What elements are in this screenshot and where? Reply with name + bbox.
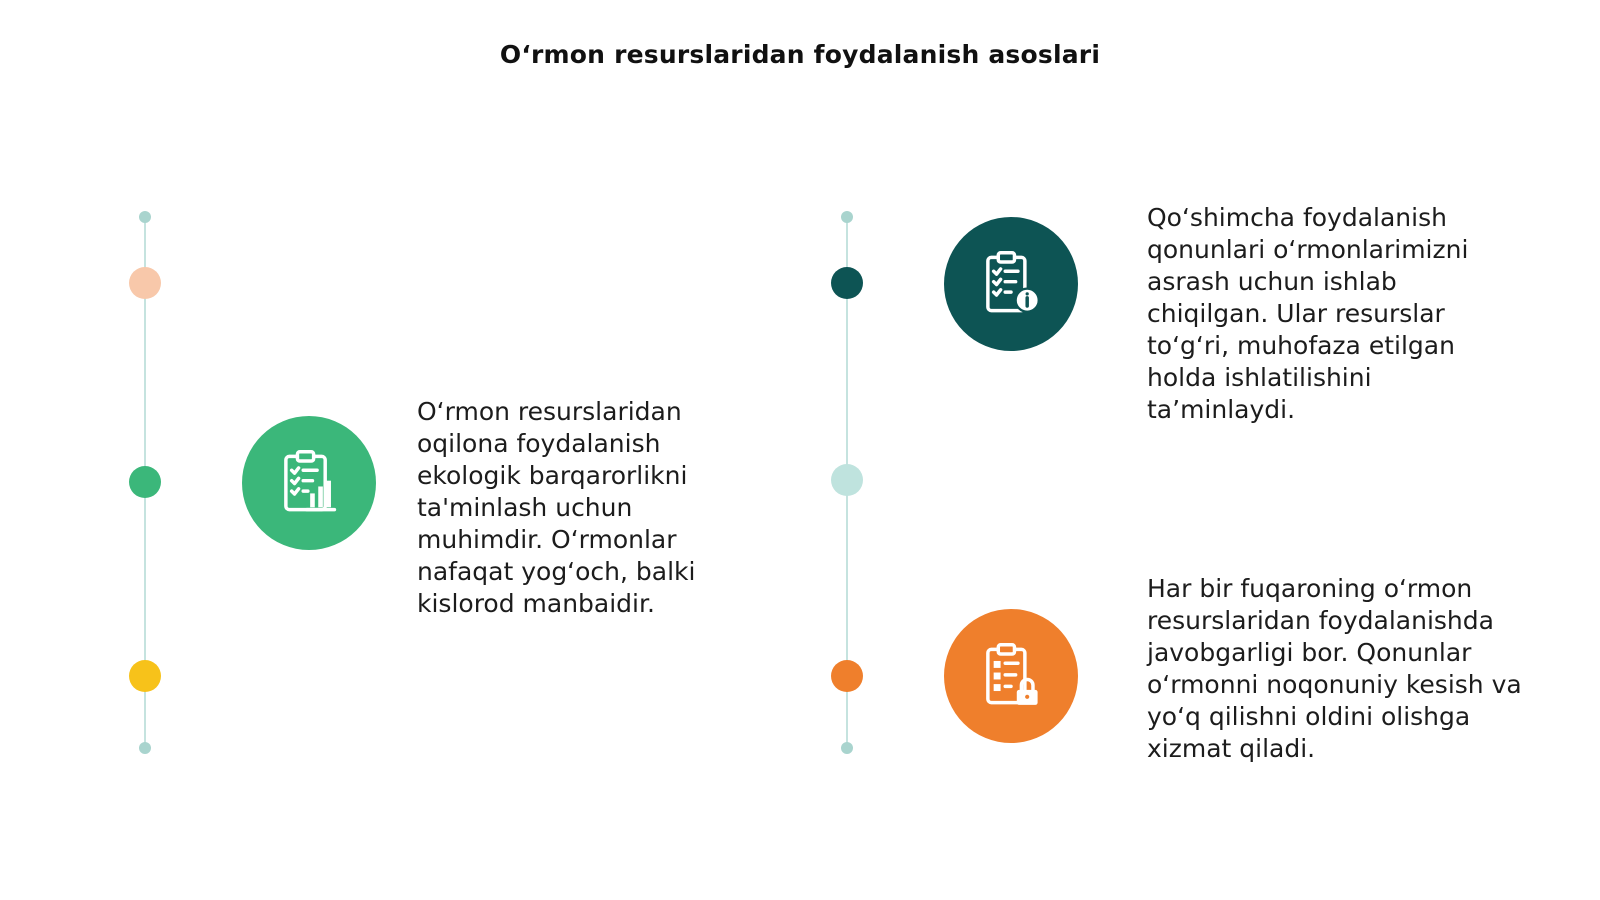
- right-timeline-orange-dot: [831, 660, 863, 692]
- clipboard-info-icon: [944, 217, 1078, 351]
- clipboard-chart-icon: [242, 416, 376, 550]
- clipboard-lock-icon: [944, 609, 1078, 743]
- right-timeline-start-dot: [841, 211, 853, 223]
- page-title: O‘rmon resurslaridan foydalanish asoslari: [499, 40, 1101, 69]
- item-3-text: Har bir fuqaroning o‘rmon resurslaridan foydalanishda javobgarligi bor. Qonunlar o‘rmonni noqonuniy kesish va yo‘q qilishni oldini olishga xizmat qiladi.: [1147, 574, 1522, 763]
- left-timeline-yellow-dot: [129, 660, 161, 692]
- item-2-text: Qo‘shimcha foydalanish qonunlari o‘rmonlarimizni asrash uchun ishlab chiqilgan. Ular resurslar to‘g‘ri, muhofaza etilgan holda ishlatilishini ta’minlaydi.: [1147, 203, 1469, 424]
- right-timeline-dark-teal-dot: [831, 267, 863, 299]
- left-timeline-end-dot: [139, 742, 151, 754]
- left-timeline: [125, 211, 165, 759]
- left-timeline-start-dot: [139, 211, 151, 223]
- right-timeline-end-dot: [841, 742, 853, 754]
- item-1-text: O‘rmon resurslaridan oqilona foydalanish ekologik barqarorlikni ta'minlash uchun muhimdir. O‘rmonlar nafaqat yog‘och, balki kislorod manbaidir.: [417, 397, 696, 618]
- right-timeline-light-teal-dot: [831, 464, 863, 496]
- right-timeline: [827, 211, 867, 759]
- left-timeline-green-dot: [129, 466, 161, 498]
- left-timeline-peach-dot: [129, 267, 161, 299]
